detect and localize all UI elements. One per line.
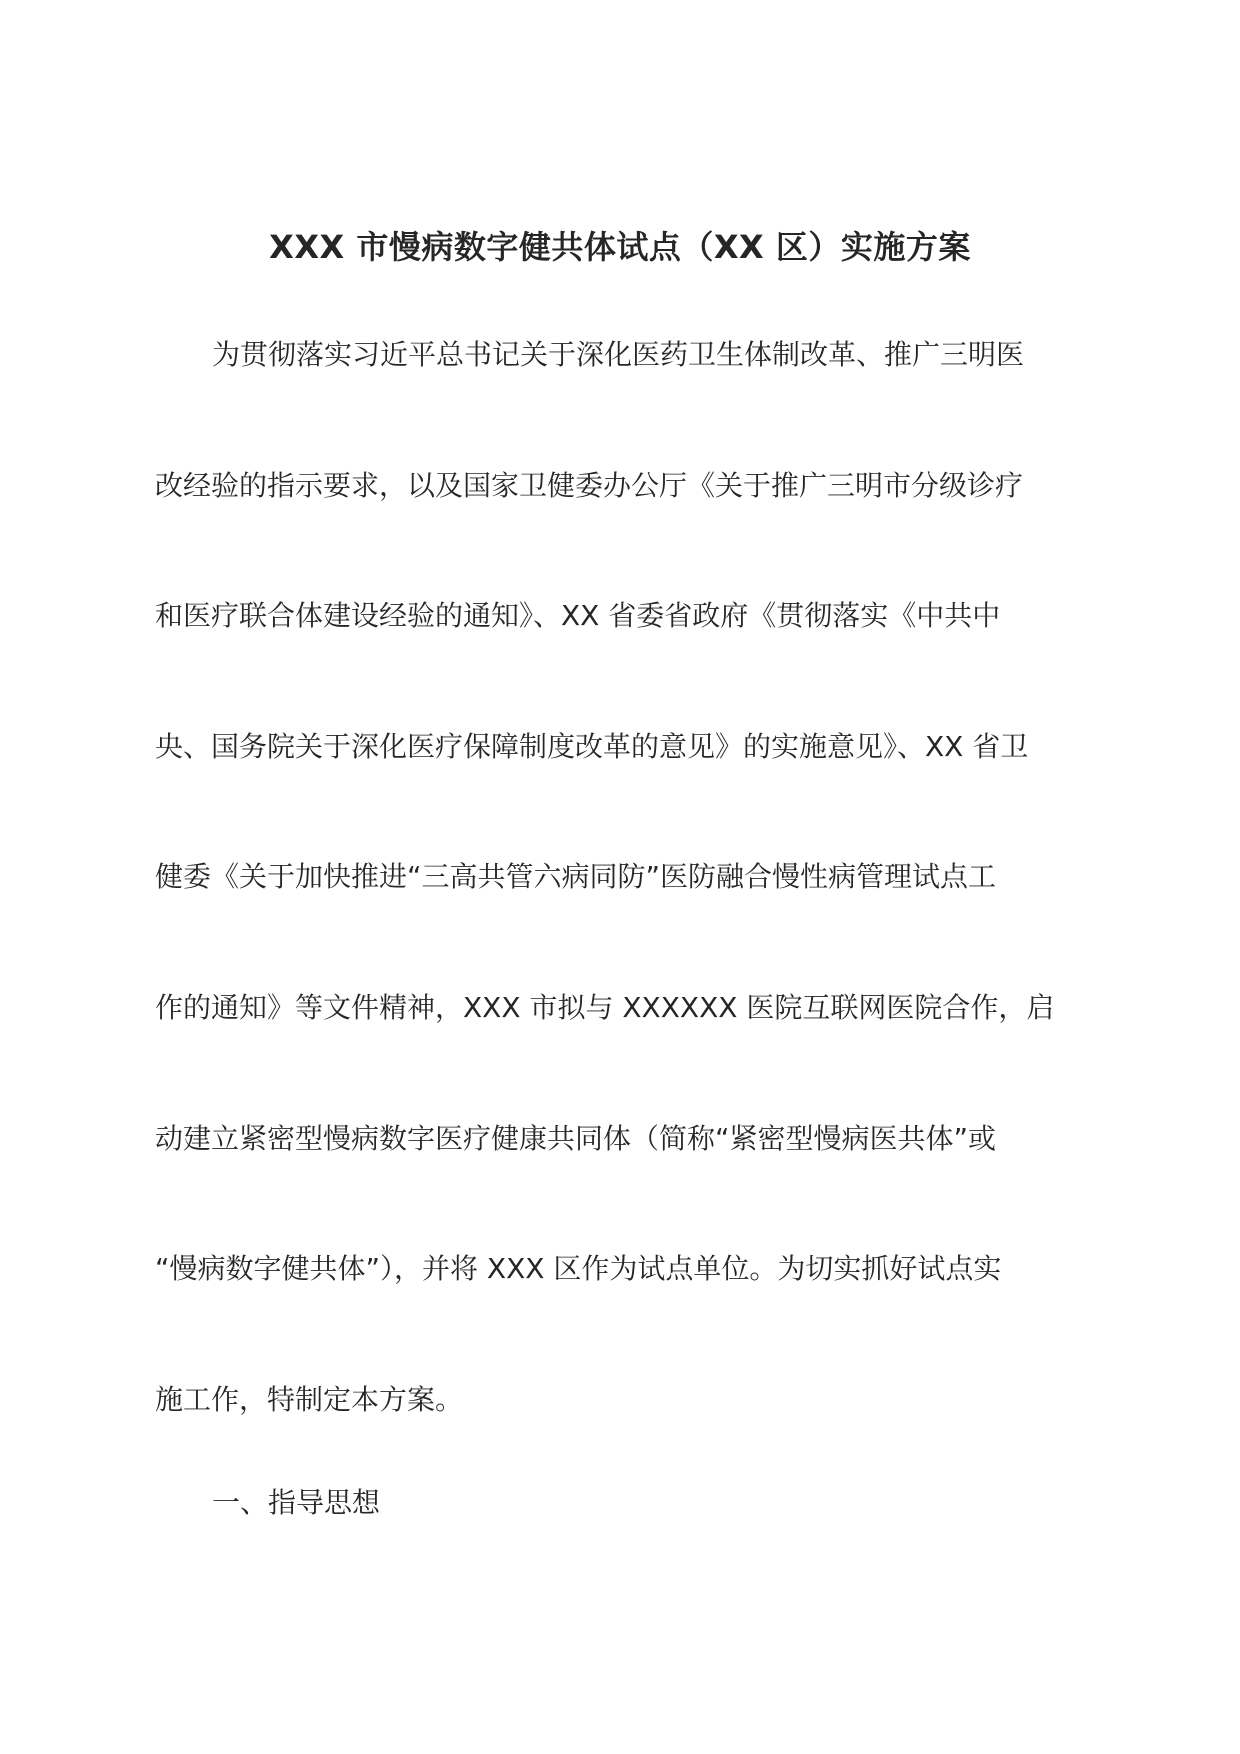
paragraph-line: 施工作，特制定本方案。 — [155, 1383, 464, 1416]
paragraph-line: 央、国务院关于深化医疗保障制度改革的意见》的实施意见》、XX 省卫 — [155, 730, 1029, 763]
paragraph-line: “慢病数字健共体”），并将 XXX 区作为试点单位。为切实抓好试点实 — [155, 1252, 1002, 1285]
section-heading: 一、指导思想 — [212, 1486, 381, 1519]
paragraph-line: 和医疗联合体建设经验的通知》、XX 省委省政府《贯彻落实《中共中 — [155, 599, 1001, 632]
paragraph-line: 健委《关于加快推进“三高共管六病同防”医防融合慢性病管理试点工 — [155, 860, 997, 893]
paragraph-line: 改经验的指示要求，以及国家卫健委办公厅《关于推广三明市分级诊疗 — [155, 469, 1024, 502]
paragraph-line: 作的通知》等文件精神，XXX 市拟与 XXXXXX 医院互联网医院合作，启 — [155, 991, 1055, 1024]
paragraph-line: 动建立紧密型慢病数字医疗健康共同体（简称“紧密型慢病医共体”或 — [155, 1122, 997, 1155]
paragraph-line: 为贯彻落实习近平总书记关于深化医药卫生体制改革、推广三明医 — [212, 338, 1025, 371]
document-title: XXX 市慢病数字健共体试点（XX 区）实施方案 — [269, 228, 971, 266]
